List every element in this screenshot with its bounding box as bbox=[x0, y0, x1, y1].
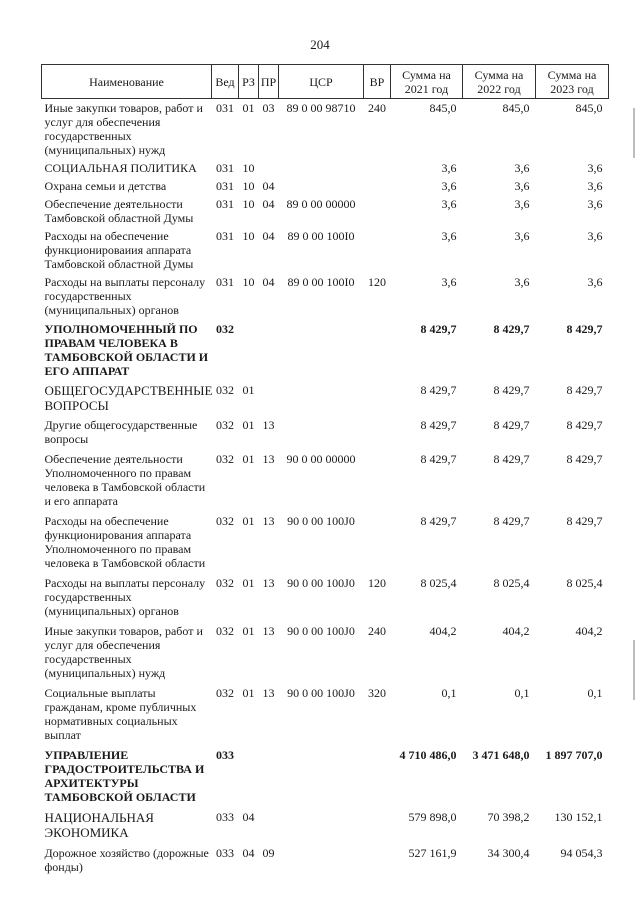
cell-vr bbox=[364, 413, 391, 446]
cell-ved: 031 bbox=[216, 275, 234, 289]
cell-rz: 01 bbox=[242, 514, 255, 528]
cell-csr bbox=[279, 317, 364, 378]
cell-pr bbox=[259, 742, 279, 804]
cell-sum-2022: 34 300,4 bbox=[487, 846, 530, 860]
cell-sum-2022: 845,0 bbox=[502, 101, 530, 115]
cell-ved: 032 bbox=[216, 418, 234, 432]
cell-name: Расходы на выплаты персоналу государственных (муниципальных) органов bbox=[44, 275, 206, 317]
table-row bbox=[42, 271, 609, 317]
cell-sum-2022: 70 398,2 bbox=[487, 810, 530, 824]
cell-rz bbox=[239, 742, 259, 804]
cell-csr bbox=[279, 804, 364, 840]
cell-sum-2022: 8 429,7 bbox=[493, 322, 530, 336]
cell-vr: 120 bbox=[368, 576, 386, 590]
cell-name: УПРАВЛЕНИЕ ГРАДОСТРОИТЕЛЬСТВА И АРХИТЕКТУРЫ ТАМБОВСКОЙ ОБЛАСТИ bbox=[44, 748, 205, 804]
cell-sum-2021: 8 429,7 bbox=[420, 322, 457, 336]
cell-sum-2021: 0,1 bbox=[441, 686, 457, 700]
table-row bbox=[42, 157, 609, 175]
cell-sum-2022: 3 471 648,0 bbox=[472, 748, 530, 762]
table-row bbox=[42, 413, 609, 446]
cell-ved: 032 bbox=[216, 514, 234, 528]
table-row bbox=[42, 570, 609, 618]
cell-pr: 04 bbox=[262, 197, 275, 211]
cell-csr bbox=[279, 157, 364, 175]
cell-sum-2023: 1 897 707,0 bbox=[545, 748, 603, 762]
cell-pr: 13 bbox=[262, 576, 275, 590]
cell-sum-2022: 8 429,7 bbox=[493, 514, 530, 528]
cell-pr bbox=[259, 378, 279, 413]
table-row bbox=[42, 742, 609, 804]
cell-rz: 01 bbox=[242, 686, 255, 700]
cell-sum-2021: 8 025,4 bbox=[420, 576, 457, 590]
cell-ved: 031 bbox=[216, 229, 234, 243]
cell-sum-2023: 3,6 bbox=[587, 275, 603, 289]
cell-sum-2023: 3,6 bbox=[587, 197, 603, 211]
cell-pr: 09 bbox=[262, 846, 275, 860]
cell-vr bbox=[364, 742, 391, 804]
cell-csr bbox=[279, 413, 364, 446]
cell-rz: 04 bbox=[242, 846, 255, 860]
cell-vr: 120 bbox=[368, 275, 386, 289]
cell-ved: 032 bbox=[216, 322, 234, 336]
cell-rz: 10 bbox=[242, 197, 255, 211]
table-row bbox=[42, 618, 609, 680]
cell-ved: 032 bbox=[216, 383, 234, 397]
cell-sum-2023: 0,1 bbox=[587, 686, 603, 700]
cell-csr: 89 0 00 100I0 bbox=[287, 229, 355, 243]
cell-name: Расходы на выплаты персоналу государственных (муниципальных) органов bbox=[44, 576, 206, 618]
cell-sum-2023: 94 054,3 bbox=[560, 846, 603, 860]
cell-sum-2021: 8 429,7 bbox=[420, 452, 457, 466]
cell-sum-2021: 3,6 bbox=[441, 161, 457, 175]
cell-vr bbox=[364, 840, 391, 874]
cell-rz: 01 bbox=[242, 624, 255, 638]
cell-vr bbox=[364, 175, 391, 193]
cell-sum-2023: 404,2 bbox=[575, 624, 603, 638]
cell-rz: 01 bbox=[242, 576, 255, 590]
cell-name: Иные закупки товаров, работ и услуг для обеспечения государственных (муниципальных) нужд bbox=[44, 101, 203, 157]
page-number: 204 bbox=[310, 37, 330, 52]
cell-sum-2022: 404,2 bbox=[502, 624, 530, 638]
cell-sum-2022: 8 429,7 bbox=[493, 383, 530, 397]
cell-vr bbox=[364, 225, 391, 271]
cell-vr: 240 bbox=[368, 624, 386, 638]
cell-sum-2021: 3,6 bbox=[441, 229, 457, 243]
cell-vr bbox=[364, 317, 391, 378]
cell-pr bbox=[259, 804, 279, 840]
cell-sum-2021: 3,6 bbox=[441, 179, 457, 193]
table-row bbox=[42, 804, 609, 840]
header-sum-2023: Сумма на 2023 год bbox=[536, 65, 609, 99]
cell-vr bbox=[364, 508, 391, 570]
cell-name: Иные закупки товаров, работ и услуг для обеспечения государственных (муниципальных) нужд bbox=[44, 624, 203, 680]
cell-csr bbox=[279, 840, 364, 874]
cell-sum-2023: 8 429,7 bbox=[566, 514, 603, 528]
cell-pr: 13 bbox=[262, 624, 275, 638]
cell-sum-2023: 3,6 bbox=[587, 161, 603, 175]
cell-sum-2021: 579 898,0 bbox=[408, 810, 457, 824]
cell-name: Обеспечение деятельности Уполномоченного по правам человека в Тамбовской области и его аппарата bbox=[44, 452, 206, 508]
cell-sum-2023: 8 429,7 bbox=[566, 418, 603, 432]
cell-sum-2023: 845,0 bbox=[575, 101, 603, 115]
cell-ved: 032 bbox=[216, 576, 234, 590]
table-row bbox=[42, 317, 609, 378]
cell-pr bbox=[259, 157, 279, 175]
cell-csr: 90 0 00 00000 bbox=[286, 452, 356, 466]
cell-sum-2023: 8 025,4 bbox=[566, 576, 603, 590]
cell-name: Социальные выплаты гражданам, кроме публичных нормативных социальных выплат bbox=[44, 686, 197, 742]
cell-sum-2022: 3,6 bbox=[514, 179, 530, 193]
cell-rz: 04 bbox=[242, 810, 255, 824]
cell-rz: 01 bbox=[242, 452, 255, 466]
cell-sum-2021: 4 710 486,0 bbox=[399, 748, 457, 762]
cell-csr: 89 0 00 00000 bbox=[286, 197, 356, 211]
cell-sum-2021: 8 429,7 bbox=[420, 383, 457, 397]
cell-csr bbox=[279, 742, 364, 804]
cell-ved: 032 bbox=[216, 624, 234, 638]
cell-rz: 01 bbox=[242, 383, 255, 397]
cell-rz: 01 bbox=[242, 418, 255, 432]
cell-sum-2022: 3,6 bbox=[514, 161, 530, 175]
cell-name: СОЦИАЛЬНАЯ ПОЛИТИКА bbox=[44, 161, 197, 175]
cell-name: НАЦИОНАЛЬНАЯ ЭКОНОМИКА bbox=[44, 810, 154, 840]
cell-ved: 031 bbox=[216, 161, 234, 175]
cell-sum-2022: 8 429,7 bbox=[493, 418, 530, 432]
cell-sum-2023: 3,6 bbox=[587, 179, 603, 193]
table-row bbox=[42, 225, 609, 271]
cell-vr bbox=[364, 378, 391, 413]
cell-name: Расходы на обеспечение функционироваиия аппарата Тамбовской областной Думы bbox=[44, 229, 194, 271]
header-csr: ЦСР bbox=[279, 65, 364, 99]
cell-ved: 031 bbox=[216, 101, 234, 115]
cell-sum-2022: 3,6 bbox=[514, 197, 530, 211]
cell-name: Дорожное хозяйство (дорожные фонды) bbox=[44, 846, 209, 874]
header-pr: ПР bbox=[259, 65, 279, 99]
cell-sum-2022: 3,6 bbox=[514, 229, 530, 243]
cell-ved: 033 bbox=[216, 846, 234, 860]
table-row bbox=[42, 175, 609, 193]
cell-csr bbox=[279, 175, 364, 193]
header-vr: ВР bbox=[364, 65, 391, 99]
cell-ved: 032 bbox=[216, 686, 234, 700]
cell-sum-2023: 8 429,7 bbox=[566, 383, 603, 397]
header-ved: Вед bbox=[212, 65, 239, 99]
table-row bbox=[42, 508, 609, 570]
cell-ved: 033 bbox=[216, 810, 234, 824]
cell-vr: 320 bbox=[368, 686, 386, 700]
cell-pr bbox=[259, 317, 279, 378]
cell-sum-2021: 3,6 bbox=[441, 275, 457, 289]
cell-sum-2021: 527 161,9 bbox=[408, 846, 457, 860]
cell-sum-2021: 404,2 bbox=[429, 624, 457, 638]
cell-vr: 240 bbox=[368, 101, 386, 115]
cell-sum-2021: 8 429,7 bbox=[420, 418, 457, 432]
cell-csr: 90 0 00 100J0 bbox=[287, 624, 355, 638]
header-name: Наименование bbox=[42, 65, 212, 99]
header-sum-2021: Сумма на 2021 год bbox=[391, 65, 463, 99]
table-row bbox=[42, 680, 609, 742]
cell-csr: 90 0 00 100J0 bbox=[287, 514, 355, 528]
cell-ved: 031 bbox=[216, 179, 234, 193]
cell-sum-2023: 3,6 bbox=[587, 229, 603, 243]
cell-csr: 89 0 00 100I0 bbox=[287, 275, 355, 289]
cell-name: УПОЛНОМОЧЕННЫЙ ПО ПРАВАМ ЧЕЛОВЕКА В ТАМБОВСКОЙ ОБЛАСТИ И ЕГО АППАРАТ bbox=[44, 322, 209, 378]
cell-pr: 13 bbox=[262, 452, 275, 466]
cell-vr bbox=[364, 446, 391, 508]
edge-mark bbox=[633, 640, 635, 700]
cell-pr: 13 bbox=[262, 418, 275, 432]
cell-pr: 04 bbox=[262, 179, 275, 193]
cell-sum-2023: 8 429,7 bbox=[566, 322, 603, 336]
edge-mark bbox=[633, 108, 635, 158]
cell-sum-2022: 8 025,4 bbox=[493, 576, 530, 590]
cell-sum-2021: 845,0 bbox=[429, 101, 457, 115]
cell-pr: 03 bbox=[262, 101, 275, 115]
table-row bbox=[42, 446, 609, 508]
cell-sum-2021: 8 429,7 bbox=[420, 514, 457, 528]
cell-sum-2022: 8 429,7 bbox=[493, 452, 530, 466]
cell-name: Другие общегосударственные вопросы bbox=[44, 418, 198, 446]
table-row bbox=[42, 99, 609, 158]
cell-name: Обеспечение деятельности Тамбовской областной Думы bbox=[44, 197, 194, 225]
cell-csr: 89 0 00 98710 bbox=[286, 101, 356, 115]
header-sum-2022: Сумма на 2022 год bbox=[463, 65, 536, 99]
cell-sum-2022: 0,1 bbox=[514, 686, 530, 700]
budget-table bbox=[41, 64, 609, 874]
cell-rz bbox=[239, 317, 259, 378]
cell-csr: 90 0 00 100J0 bbox=[287, 686, 355, 700]
cell-pr: 04 bbox=[262, 275, 275, 289]
cell-rz: 10 bbox=[242, 229, 255, 243]
header-rz: РЗ bbox=[239, 65, 259, 99]
cell-name: ОБЩЕГОСУДАРСТВЕННЫЕ ВОПРОСЫ bbox=[44, 383, 213, 413]
table-row bbox=[42, 840, 609, 874]
cell-name: Расходы на обеспечение функционирования аппарата Уполномоченного по правам человека в Тамбовской области bbox=[44, 514, 206, 570]
cell-sum-2021: 3,6 bbox=[441, 197, 457, 211]
cell-ved: 031 bbox=[216, 197, 234, 211]
cell-csr bbox=[279, 378, 364, 413]
cell-sum-2022: 3,6 bbox=[514, 275, 530, 289]
cell-name: Охрана семьи и детства bbox=[44, 179, 167, 193]
table-row bbox=[42, 378, 609, 413]
cell-pr: 04 bbox=[262, 229, 275, 243]
cell-ved: 033 bbox=[216, 748, 234, 762]
cell-rz: 10 bbox=[242, 275, 255, 289]
cell-sum-2023: 130 152,1 bbox=[554, 810, 603, 824]
cell-pr: 13 bbox=[262, 686, 275, 700]
cell-ved: 032 bbox=[216, 452, 234, 466]
cell-vr bbox=[364, 804, 391, 840]
cell-csr: 90 0 00 100J0 bbox=[287, 576, 355, 590]
table-row bbox=[42, 193, 609, 225]
cell-rz: 01 bbox=[242, 101, 255, 115]
cell-rz: 10 bbox=[242, 179, 255, 193]
cell-sum-2023: 8 429,7 bbox=[566, 452, 603, 466]
cell-vr bbox=[364, 193, 391, 225]
cell-rz: 10 bbox=[242, 161, 255, 175]
cell-pr: 13 bbox=[262, 514, 275, 528]
cell-vr bbox=[364, 157, 391, 175]
table-header-row bbox=[42, 65, 609, 99]
